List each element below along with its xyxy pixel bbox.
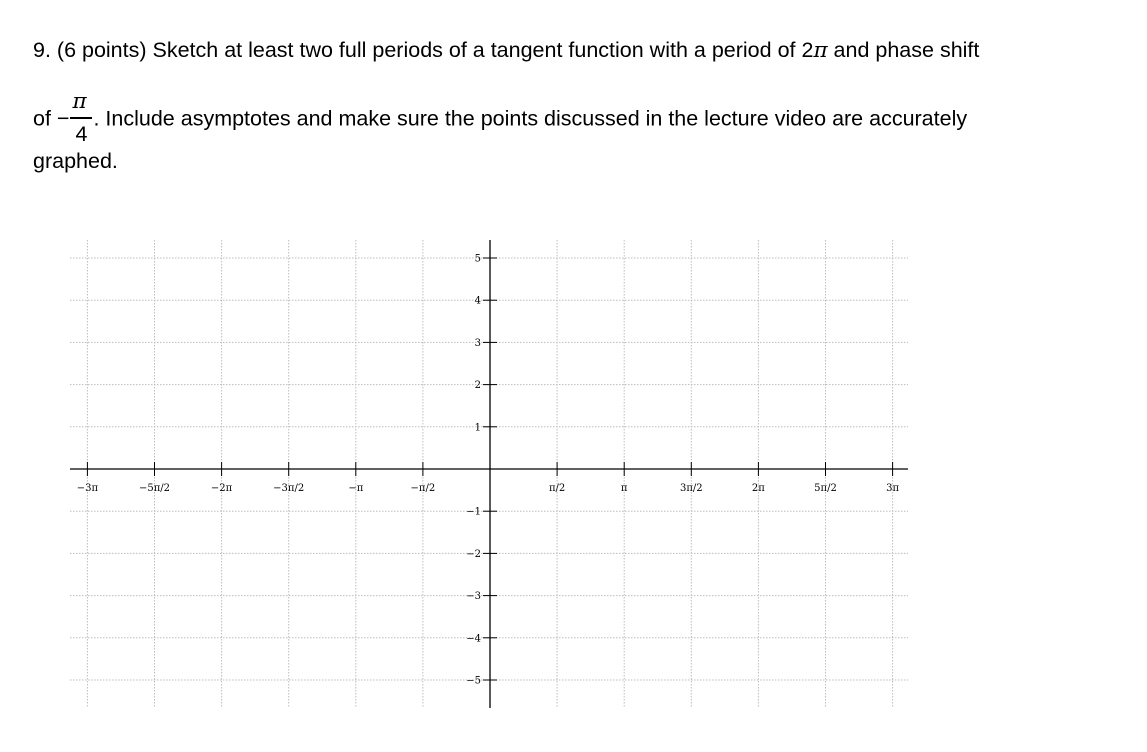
fraction-denominator: 4	[75, 122, 88, 146]
question-line2-suffix: . Include asymptotes and make sure the points discussed in the lecture video are accurately	[93, 106, 968, 131]
x-tick-label: 3π/2	[679, 483, 703, 494]
x-tick-label: π	[620, 483, 628, 494]
fraction-numerator: π	[72, 89, 87, 114]
y-tick-label: −5	[466, 675, 481, 687]
y-tick-label: −1	[466, 506, 481, 518]
y-tick-label: 4	[474, 295, 481, 307]
y-tick-label: −3	[466, 591, 481, 603]
x-tick-label: −2π	[210, 483, 233, 494]
question-line1-suffix: and phase shift	[827, 38, 980, 62]
x-tick-label: 2π	[751, 483, 765, 494]
y-tick-label: 1	[474, 422, 481, 434]
x-tick-label: 3π	[886, 483, 900, 494]
x-tick-label: π/2	[548, 483, 566, 494]
x-tick-label: −3π/2	[273, 483, 305, 494]
y-tick-label: 3	[474, 337, 481, 349]
x-tick-label: −5π/2	[138, 483, 171, 494]
question-line1-prefix: 9. (6 points) Sketch at least two full periods of a tangent function with a period of 2	[33, 38, 814, 62]
word-of: of	[33, 106, 51, 131]
x-tick-label: −π/2	[410, 483, 436, 494]
tick-labels	[77, 254, 900, 687]
minus-sign: −	[56, 106, 70, 131]
x-tick-label: −π	[348, 483, 364, 494]
x-tick-label: −3π	[76, 483, 99, 494]
y-tick-label: −2	[466, 548, 481, 560]
y-tick-label: −4	[466, 633, 481, 645]
y-tick-label: 5	[474, 253, 481, 265]
y-tick-label: 2	[474, 380, 481, 392]
pi-symbol: π	[813, 38, 828, 63]
question-line3-text: graphed.	[33, 149, 118, 173]
x-tick-label: 5π/2	[814, 483, 837, 494]
